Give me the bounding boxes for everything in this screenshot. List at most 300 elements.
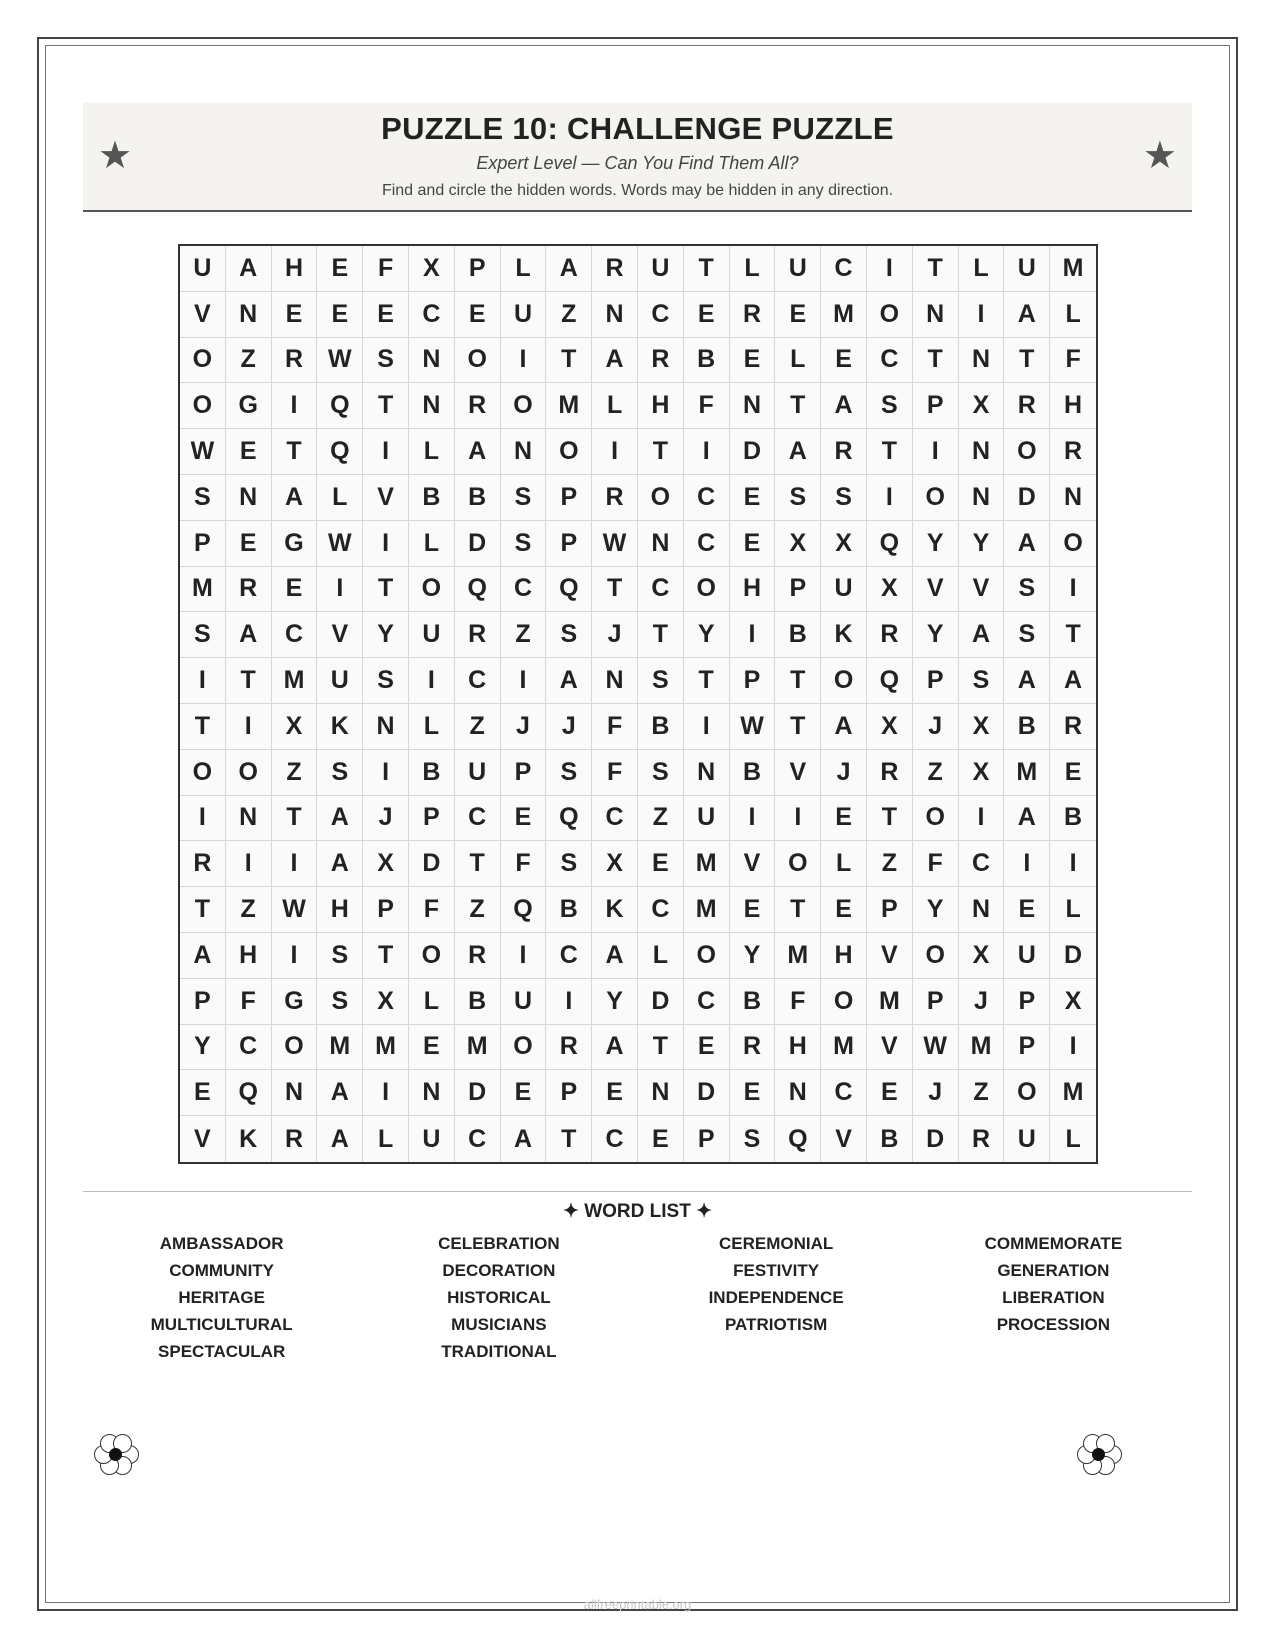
grid-cell: X bbox=[409, 246, 455, 292]
grid-cell: J bbox=[959, 979, 1005, 1025]
grid-cell: N bbox=[409, 1070, 455, 1116]
grid-cell: Y bbox=[959, 521, 1005, 567]
grid-cell: L bbox=[821, 841, 867, 887]
grid-cell: R bbox=[272, 338, 318, 384]
grid-cell: E bbox=[730, 475, 776, 521]
grid-cell: A bbox=[180, 933, 226, 979]
grid-cell: Y bbox=[913, 612, 959, 658]
word-list-title: ✦ WORD LIST ✦ bbox=[563, 1201, 712, 1222]
grid-cell: B bbox=[1004, 704, 1050, 750]
word-list-column bbox=[83, 1230, 360, 1365]
grid-cell: E bbox=[409, 1025, 455, 1071]
grid-cell: F bbox=[592, 750, 638, 796]
grid-cell: S bbox=[363, 658, 409, 704]
grid-cell: Z bbox=[546, 292, 592, 338]
grid-cell: O bbox=[501, 383, 547, 429]
grid-cell: O bbox=[913, 475, 959, 521]
grid-cell: R bbox=[455, 383, 501, 429]
grid-cell: M bbox=[317, 1025, 363, 1071]
grid-cell: U bbox=[409, 612, 455, 658]
grid-cell: C bbox=[409, 292, 455, 338]
grid-cell: P bbox=[546, 1070, 592, 1116]
word-list-item: HERITAGE bbox=[178, 1288, 265, 1307]
grid-cell: O bbox=[913, 933, 959, 979]
grid-cell: S bbox=[1004, 567, 1050, 613]
grid-cell: E bbox=[821, 796, 867, 842]
grid-cell: N bbox=[959, 475, 1005, 521]
grid-cell: S bbox=[501, 521, 547, 567]
grid-cell: B bbox=[730, 979, 776, 1025]
word-list-item: COMMUNITY bbox=[169, 1261, 275, 1280]
grid-cell: R bbox=[272, 1116, 318, 1162]
grid-cell: O bbox=[684, 933, 730, 979]
grid-cell: A bbox=[226, 246, 272, 292]
grid-cell: G bbox=[272, 979, 318, 1025]
grid-cell: D bbox=[1050, 933, 1096, 979]
grid-cell: F bbox=[592, 704, 638, 750]
grid-cell: I bbox=[501, 338, 547, 384]
grid-cell: E bbox=[272, 567, 318, 613]
grid-cell: U bbox=[684, 796, 730, 842]
grid-cell: D bbox=[455, 1070, 501, 1116]
grid-cell: Q bbox=[546, 567, 592, 613]
word-list-item: CEREMONIAL bbox=[718, 1234, 834, 1253]
grid-cell: B bbox=[638, 704, 684, 750]
grid-cell: F bbox=[501, 841, 547, 887]
grid-cell: A bbox=[775, 429, 821, 475]
grid-cell: A bbox=[821, 704, 867, 750]
grid-cell: E bbox=[638, 841, 684, 887]
grid-cell: A bbox=[317, 796, 363, 842]
grid-cell: I bbox=[501, 658, 547, 704]
grid-cell: Z bbox=[867, 841, 913, 887]
grid-cell: A bbox=[1050, 658, 1096, 704]
grid-cell: A bbox=[501, 1116, 547, 1162]
grid-cell: I bbox=[913, 429, 959, 475]
grid-cell: R bbox=[592, 246, 638, 292]
grid-cell: U bbox=[1004, 246, 1050, 292]
grid-cell: Z bbox=[638, 796, 684, 842]
grid-cell: E bbox=[730, 521, 776, 567]
word-list-item: AMBASSADOR bbox=[159, 1234, 284, 1253]
grid-cell: Q bbox=[317, 383, 363, 429]
word-list-item: CELEBRATION bbox=[438, 1234, 560, 1253]
grid-cell: E bbox=[684, 292, 730, 338]
word-list-item: INDEPENDENCE bbox=[708, 1288, 844, 1307]
grid-cell: M bbox=[775, 933, 821, 979]
grid-cell: C bbox=[638, 887, 684, 933]
grid-cell: O bbox=[409, 933, 455, 979]
word-list-column bbox=[638, 1230, 915, 1365]
grid-cell: X bbox=[592, 841, 638, 887]
grid-cell: R bbox=[730, 292, 776, 338]
word-list-item: PATRIOTISM bbox=[724, 1315, 828, 1334]
grid-cell: T bbox=[226, 658, 272, 704]
grid-cell: N bbox=[363, 704, 409, 750]
grid-cell: Y bbox=[180, 1025, 226, 1071]
grid-cell: U bbox=[409, 1116, 455, 1162]
word-list-column bbox=[915, 1230, 1192, 1365]
grid-cell: I bbox=[363, 429, 409, 475]
grid-cell: B bbox=[684, 338, 730, 384]
grid-cell: E bbox=[867, 1070, 913, 1116]
grid-cell: L bbox=[317, 475, 363, 521]
grid-cell: H bbox=[317, 887, 363, 933]
word-search-grid bbox=[178, 244, 1098, 1164]
grid-cell: X bbox=[959, 704, 1005, 750]
grid-cell: R bbox=[867, 750, 913, 796]
grid-cell: T bbox=[638, 612, 684, 658]
grid-cell: C bbox=[226, 1025, 272, 1071]
grid-cell: I bbox=[272, 383, 318, 429]
grid-cell: J bbox=[363, 796, 409, 842]
grid-cell: O bbox=[455, 338, 501, 384]
grid-cell: X bbox=[821, 521, 867, 567]
grid-cell: B bbox=[1050, 796, 1096, 842]
grid-cell: T bbox=[546, 338, 592, 384]
grid-cell: M bbox=[684, 887, 730, 933]
grid-cell: H bbox=[1050, 383, 1096, 429]
grid-cell: O bbox=[775, 841, 821, 887]
grid-cell: W bbox=[913, 1025, 959, 1071]
grid-cell: A bbox=[455, 429, 501, 475]
grid-cell: U bbox=[317, 658, 363, 704]
grid-cell: C bbox=[501, 567, 547, 613]
grid-cell: N bbox=[592, 292, 638, 338]
grid-cell: S bbox=[180, 475, 226, 521]
grid-cell: D bbox=[455, 521, 501, 567]
grid-cell: A bbox=[1004, 292, 1050, 338]
flower-center bbox=[109, 1448, 122, 1461]
grid-cell: H bbox=[821, 933, 867, 979]
grid-cell: M bbox=[959, 1025, 1005, 1071]
grid-cell: T bbox=[363, 567, 409, 613]
grid-cell: Q bbox=[455, 567, 501, 613]
grid-cell: S bbox=[546, 841, 592, 887]
grid-cell: E bbox=[821, 338, 867, 384]
word-list-column bbox=[360, 1230, 637, 1365]
grid-cell: O bbox=[180, 383, 226, 429]
grid-cell: T bbox=[546, 1116, 592, 1162]
grid-cell: T bbox=[775, 704, 821, 750]
grid-cell: M bbox=[821, 1025, 867, 1071]
grid-cell: X bbox=[272, 704, 318, 750]
grid-cell: T bbox=[180, 704, 226, 750]
grid-cell: V bbox=[730, 841, 776, 887]
grid-cell: J bbox=[592, 612, 638, 658]
grid-cell: I bbox=[363, 750, 409, 796]
grid-cell: O bbox=[226, 750, 272, 796]
grid-cell: L bbox=[775, 338, 821, 384]
grid-cell: E bbox=[775, 292, 821, 338]
grid-cell: I bbox=[959, 292, 1005, 338]
grid-cell: E bbox=[730, 1070, 776, 1116]
grid-cell: A bbox=[592, 933, 638, 979]
grid-cell: N bbox=[409, 338, 455, 384]
grid-cell: E bbox=[730, 338, 776, 384]
grid-cell: I bbox=[867, 246, 913, 292]
grid-cell: I bbox=[867, 475, 913, 521]
grid-cell: U bbox=[1004, 933, 1050, 979]
grid-cell: P bbox=[867, 887, 913, 933]
grid-cell: U bbox=[501, 979, 547, 1025]
grid-cell: X bbox=[959, 383, 1005, 429]
grid-cell: H bbox=[775, 1025, 821, 1071]
grid-cell: O bbox=[638, 475, 684, 521]
grid-cell: S bbox=[730, 1116, 776, 1162]
grid-cell: A bbox=[317, 841, 363, 887]
grid-cell: T bbox=[913, 246, 959, 292]
grid-cell: I bbox=[1050, 841, 1096, 887]
grid-cell: H bbox=[272, 246, 318, 292]
grid-cell: Y bbox=[363, 612, 409, 658]
grid-cell: H bbox=[638, 383, 684, 429]
grid-cell: U bbox=[1004, 1116, 1050, 1162]
grid-cell: L bbox=[409, 521, 455, 567]
grid-cell: E bbox=[1004, 887, 1050, 933]
grid-cell: J bbox=[913, 1070, 959, 1116]
grid-cell: B bbox=[455, 979, 501, 1025]
grid-cell: O bbox=[501, 1025, 547, 1071]
grid-cell: A bbox=[821, 383, 867, 429]
grid-cell: R bbox=[226, 567, 272, 613]
grid-cell: I bbox=[1050, 567, 1096, 613]
grid-cell: E bbox=[638, 1116, 684, 1162]
grid-cell: P bbox=[730, 658, 776, 704]
grid-cell: V bbox=[363, 475, 409, 521]
grid-cell: O bbox=[684, 567, 730, 613]
grid-cell: N bbox=[775, 1070, 821, 1116]
grid-cell: A bbox=[1004, 658, 1050, 704]
grid-cell: E bbox=[501, 1070, 547, 1116]
grid-cell: V bbox=[775, 750, 821, 796]
grid-cell: C bbox=[684, 979, 730, 1025]
grid-cell: M bbox=[1050, 1070, 1096, 1116]
grid-cell: U bbox=[821, 567, 867, 613]
grid-cell: L bbox=[409, 979, 455, 1025]
grid-cell: R bbox=[959, 1116, 1005, 1162]
grid-cell: O bbox=[272, 1025, 318, 1071]
word-list-item: DECORATION bbox=[442, 1261, 556, 1280]
grid-cell: H bbox=[226, 933, 272, 979]
grid-cell: V bbox=[867, 1025, 913, 1071]
grid-cell: V bbox=[317, 612, 363, 658]
grid-cell: P bbox=[546, 475, 592, 521]
grid-cell: O bbox=[546, 429, 592, 475]
grid-cell: P bbox=[363, 887, 409, 933]
grid-cell: A bbox=[317, 1070, 363, 1116]
grid-cell: D bbox=[913, 1116, 959, 1162]
grid-cell: J bbox=[501, 704, 547, 750]
grid-cell: G bbox=[226, 383, 272, 429]
grid-cell: E bbox=[226, 521, 272, 567]
watermark: allfreeprintable.org bbox=[583, 1597, 692, 1612]
grid-cell: T bbox=[455, 841, 501, 887]
grid-cell: T bbox=[867, 429, 913, 475]
grid-cell: I bbox=[180, 796, 226, 842]
grid-cell: R bbox=[592, 475, 638, 521]
grid-cell: I bbox=[409, 658, 455, 704]
grid-cell: L bbox=[409, 429, 455, 475]
grid-cell: I bbox=[363, 521, 409, 567]
grid-cell: L bbox=[1050, 292, 1096, 338]
grid-cell: O bbox=[867, 292, 913, 338]
grid-cell: B bbox=[455, 475, 501, 521]
puzzle-title: PUZZLE 10: CHALLENGE PUZZLE bbox=[381, 111, 894, 146]
grid-cell: Z bbox=[959, 1070, 1005, 1116]
grid-cell: T bbox=[638, 429, 684, 475]
grid-cell: W bbox=[317, 338, 363, 384]
grid-cell: J bbox=[546, 704, 592, 750]
grid-cell: A bbox=[959, 612, 1005, 658]
star-icon: ★ bbox=[98, 135, 133, 177]
grid-cell: E bbox=[363, 292, 409, 338]
grid-cell: S bbox=[959, 658, 1005, 704]
word-list-item: TRADITIONAL bbox=[441, 1342, 557, 1361]
grid-cell: Q bbox=[226, 1070, 272, 1116]
grid-cell: M bbox=[455, 1025, 501, 1071]
grid-cell: P bbox=[913, 658, 959, 704]
grid-cell: F bbox=[1050, 338, 1096, 384]
grid-cell: R bbox=[455, 612, 501, 658]
grid-cell: P bbox=[913, 383, 959, 429]
grid-cell: P bbox=[1004, 1025, 1050, 1071]
grid-cell: L bbox=[638, 933, 684, 979]
grid-cell: A bbox=[592, 338, 638, 384]
grid-cell: N bbox=[226, 292, 272, 338]
grid-cell: E bbox=[592, 1070, 638, 1116]
grid-cell: Y bbox=[913, 887, 959, 933]
grid-cell: N bbox=[959, 429, 1005, 475]
grid-cell: Z bbox=[501, 612, 547, 658]
grid-cell: M bbox=[1050, 246, 1096, 292]
grid-cell: Q bbox=[867, 521, 913, 567]
grid-cell: K bbox=[226, 1116, 272, 1162]
grid-cell: I bbox=[226, 704, 272, 750]
grid-cell: N bbox=[592, 658, 638, 704]
grid-cell: L bbox=[363, 1116, 409, 1162]
grid-cell: U bbox=[180, 246, 226, 292]
grid-cell: P bbox=[1004, 979, 1050, 1025]
word-list-item: GENERATION bbox=[997, 1261, 1110, 1280]
flower-icon bbox=[1068, 1425, 1130, 1485]
grid-cell: F bbox=[775, 979, 821, 1025]
grid-cell: Q bbox=[775, 1116, 821, 1162]
grid-cell: I bbox=[684, 704, 730, 750]
grid-cell: Q bbox=[867, 658, 913, 704]
grid-cell: D bbox=[730, 429, 776, 475]
grid-cell: Z bbox=[226, 887, 272, 933]
grid-cell: L bbox=[959, 246, 1005, 292]
grid-cell: C bbox=[546, 933, 592, 979]
grid-cell: O bbox=[1004, 1070, 1050, 1116]
word-list-item: COMMEMORATE bbox=[984, 1234, 1123, 1253]
grid-cell: K bbox=[821, 612, 867, 658]
grid-cell: X bbox=[959, 750, 1005, 796]
grid-cell: A bbox=[1004, 521, 1050, 567]
grid-cell: W bbox=[180, 429, 226, 475]
grid-cell: S bbox=[546, 612, 592, 658]
grid-cell: V bbox=[959, 567, 1005, 613]
grid-cell: E bbox=[317, 246, 363, 292]
grid-cell: F bbox=[913, 841, 959, 887]
grid-cell: B bbox=[730, 750, 776, 796]
grid-cell: A bbox=[272, 475, 318, 521]
grid-cell: S bbox=[317, 979, 363, 1025]
grid-cell: O bbox=[180, 750, 226, 796]
grid-cell: X bbox=[775, 521, 821, 567]
grid-cell: V bbox=[867, 933, 913, 979]
grid-cell: Z bbox=[455, 887, 501, 933]
grid-cell: B bbox=[546, 887, 592, 933]
grid-cell: L bbox=[1050, 887, 1096, 933]
grid-cell: T bbox=[775, 658, 821, 704]
grid-cell: E bbox=[821, 887, 867, 933]
grid-cell: B bbox=[409, 750, 455, 796]
grid-cell: O bbox=[1050, 521, 1096, 567]
grid-cell: S bbox=[638, 658, 684, 704]
grid-cell: U bbox=[775, 246, 821, 292]
grid-cell: I bbox=[272, 933, 318, 979]
grid-cell: F bbox=[409, 887, 455, 933]
grid-cell: A bbox=[546, 658, 592, 704]
grid-cell: N bbox=[409, 383, 455, 429]
grid-cell: S bbox=[821, 475, 867, 521]
grid-cell: S bbox=[501, 475, 547, 521]
grid-cell: M bbox=[1004, 750, 1050, 796]
grid-cell: R bbox=[821, 429, 867, 475]
grid-cell: W bbox=[272, 887, 318, 933]
grid-cell: C bbox=[867, 338, 913, 384]
grid-cell: P bbox=[455, 246, 501, 292]
grid-cell: O bbox=[1004, 429, 1050, 475]
grid-cell: T bbox=[592, 567, 638, 613]
grid-cell: C bbox=[592, 796, 638, 842]
grid-cell: U bbox=[455, 750, 501, 796]
grid-cell: P bbox=[546, 521, 592, 567]
grid-cell: W bbox=[730, 704, 776, 750]
grid-cell: I bbox=[546, 979, 592, 1025]
grid-cell: R bbox=[730, 1025, 776, 1071]
grid-cell: T bbox=[775, 383, 821, 429]
word-list-item: PROCESSION bbox=[996, 1315, 1111, 1334]
grid-cell: S bbox=[638, 750, 684, 796]
grid-cell: U bbox=[638, 246, 684, 292]
grid-cell: D bbox=[409, 841, 455, 887]
grid-cell: S bbox=[317, 933, 363, 979]
grid-cell: R bbox=[455, 933, 501, 979]
grid-cell: T bbox=[1004, 338, 1050, 384]
grid-cell: T bbox=[775, 887, 821, 933]
grid-cell: I bbox=[363, 1070, 409, 1116]
grid-cell: E bbox=[226, 429, 272, 475]
grid-cell: X bbox=[867, 567, 913, 613]
grid-cell: C bbox=[455, 658, 501, 704]
grid-cell: E bbox=[455, 292, 501, 338]
grid-cell: T bbox=[272, 429, 318, 475]
grid-cell: N bbox=[1050, 475, 1096, 521]
grid-cell: E bbox=[684, 1025, 730, 1071]
grid-cell: N bbox=[959, 887, 1005, 933]
grid-cell: R bbox=[1004, 383, 1050, 429]
grid-cell: S bbox=[317, 750, 363, 796]
grid-cell: N bbox=[730, 383, 776, 429]
grid-cell: D bbox=[1004, 475, 1050, 521]
grid-cell: W bbox=[317, 521, 363, 567]
grid-cell: Q bbox=[317, 429, 363, 475]
grid-cell: I bbox=[1004, 841, 1050, 887]
grid-cell: N bbox=[226, 796, 272, 842]
